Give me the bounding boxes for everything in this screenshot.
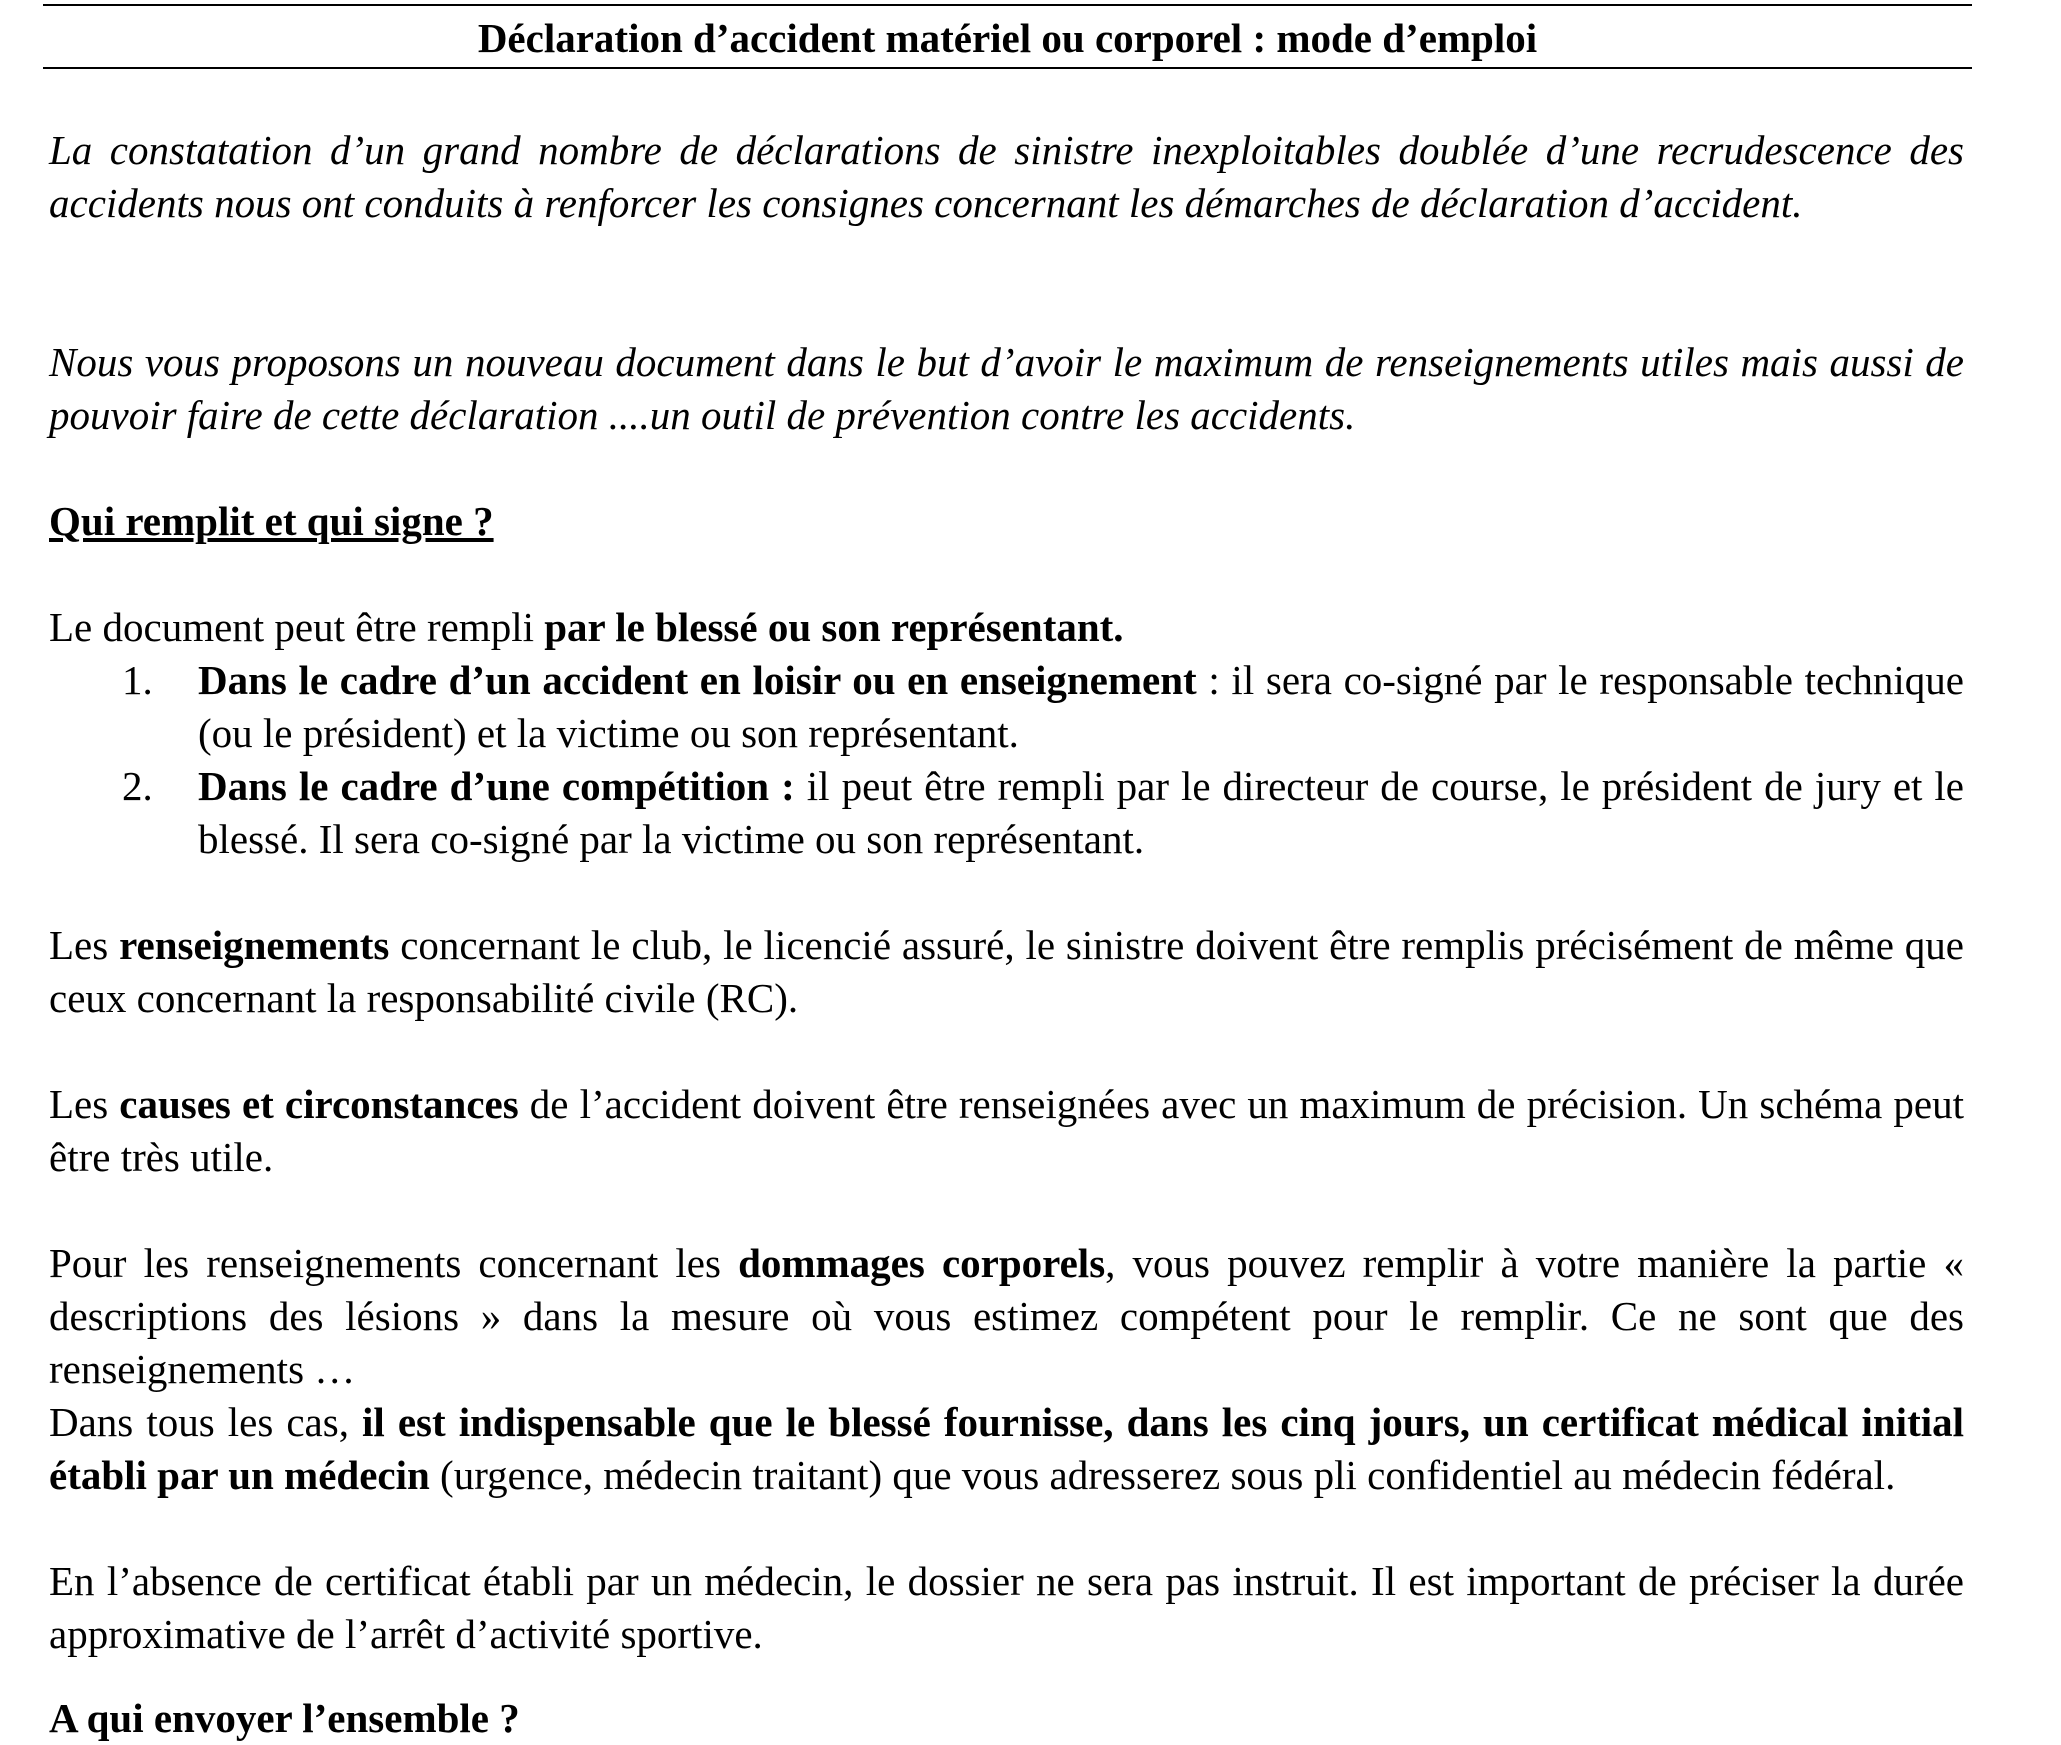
list-item-number: 1. [122, 657, 153, 703]
paragraph-certificat [49, 1396, 1964, 1502]
text-run: Dans tous les cas, [49, 1399, 363, 1445]
lead-bold-text: par le blessé ou son représentant. [544, 604, 1124, 650]
title-bottom-rule [43, 67, 1972, 69]
intro-paragraph-2: Nous vous proposons un nouveau document dans le but d’avoir le maximum de renseignements utiles mais aussi de pouvoir faire de cette déclaration ....un outil de prévention contre les accidents. [49, 339, 1964, 438]
list-item-bold: Dans le cadre d’une compétition : [198, 763, 795, 809]
title-top-rule [43, 4, 1972, 6]
paragraph-causes [49, 1078, 1964, 1184]
bold-run: causes et circonstances [119, 1081, 519, 1127]
text-run: Les [49, 1081, 120, 1127]
list-item-rest: il peut être rempli par le directeur de course, le président de jury et le blessé. Il sera co-signé par la victime ou son représentant. [198, 763, 1964, 862]
text-run: Pour les renseignements concernant les [49, 1240, 739, 1286]
text-run: , vous pouvez remplir à votre manière la partie « descriptions des lésions » dans la mesure où vous estimez compétent pour le remplir. Ce ne sont que des renseignements … [49, 1240, 1964, 1392]
text-run: de l’accident doivent être renseignées avec un maximum de précision. Un schéma peut être très utile. [49, 1081, 1964, 1180]
list-item-number: 2. [122, 763, 153, 809]
bold-run: renseignements [119, 922, 390, 968]
lead-text: Le document peut être rempli [49, 604, 545, 650]
text-run: (urgence, médecin traitant) que vous adresserez sous pli confidentiel au médecin fédéral. [429, 1452, 1896, 1498]
text-run: Les [49, 922, 120, 968]
list-item [122, 760, 1964, 866]
paragraph-renseignements [49, 919, 1964, 1025]
section-heading-partial: A qui envoyer l’ensemble ? [49, 1695, 520, 1741]
list-item-text [198, 654, 1964, 760]
section-heading-qui-remplit: Qui remplit et qui signe ? [49, 498, 494, 544]
bold-run: il est indispensable que le blessé fournisse, dans les cinq jours, un certificat médical initial établi par un médecin [49, 1399, 1965, 1498]
paragraph-absence: En l’absence de certificat établi par un médecin, le dossier ne sera pas instruit. Il est important de préciser la durée approximative de l’arrêt d’activité sportive. [49, 1558, 1964, 1657]
list-item-rest: : il sera co-signé par le responsable technique (ou le président) et la victime ou son représentant. [198, 657, 1965, 756]
intro-paragraph-1: La constatation d’un grand nombre de déclarations de sinistre inexploitables doublée d’une recrudescence des accidents nous ont conduits à renforcer les consignes concernant les démarches de déclaration d’accident. [49, 127, 1964, 226]
text-run: concernant le club, le licencié assuré, le sinistre doivent être remplis précisément de même que ceux concernant la responsabilité civile (RC). [49, 922, 1964, 1021]
list-item-bold: Dans le cadre d’un accident en loisir ou en enseignement [198, 657, 1197, 703]
section-lead-paragraph [49, 601, 1964, 654]
paragraph-dommages [49, 1237, 1964, 1396]
list-item [122, 654, 1964, 760]
document-title: Déclaration d’accident matériel ou corporel : mode d’emploi [477, 15, 1538, 61]
bold-run: dommages corporels [738, 1240, 1106, 1286]
list-item-text [198, 760, 1964, 866]
